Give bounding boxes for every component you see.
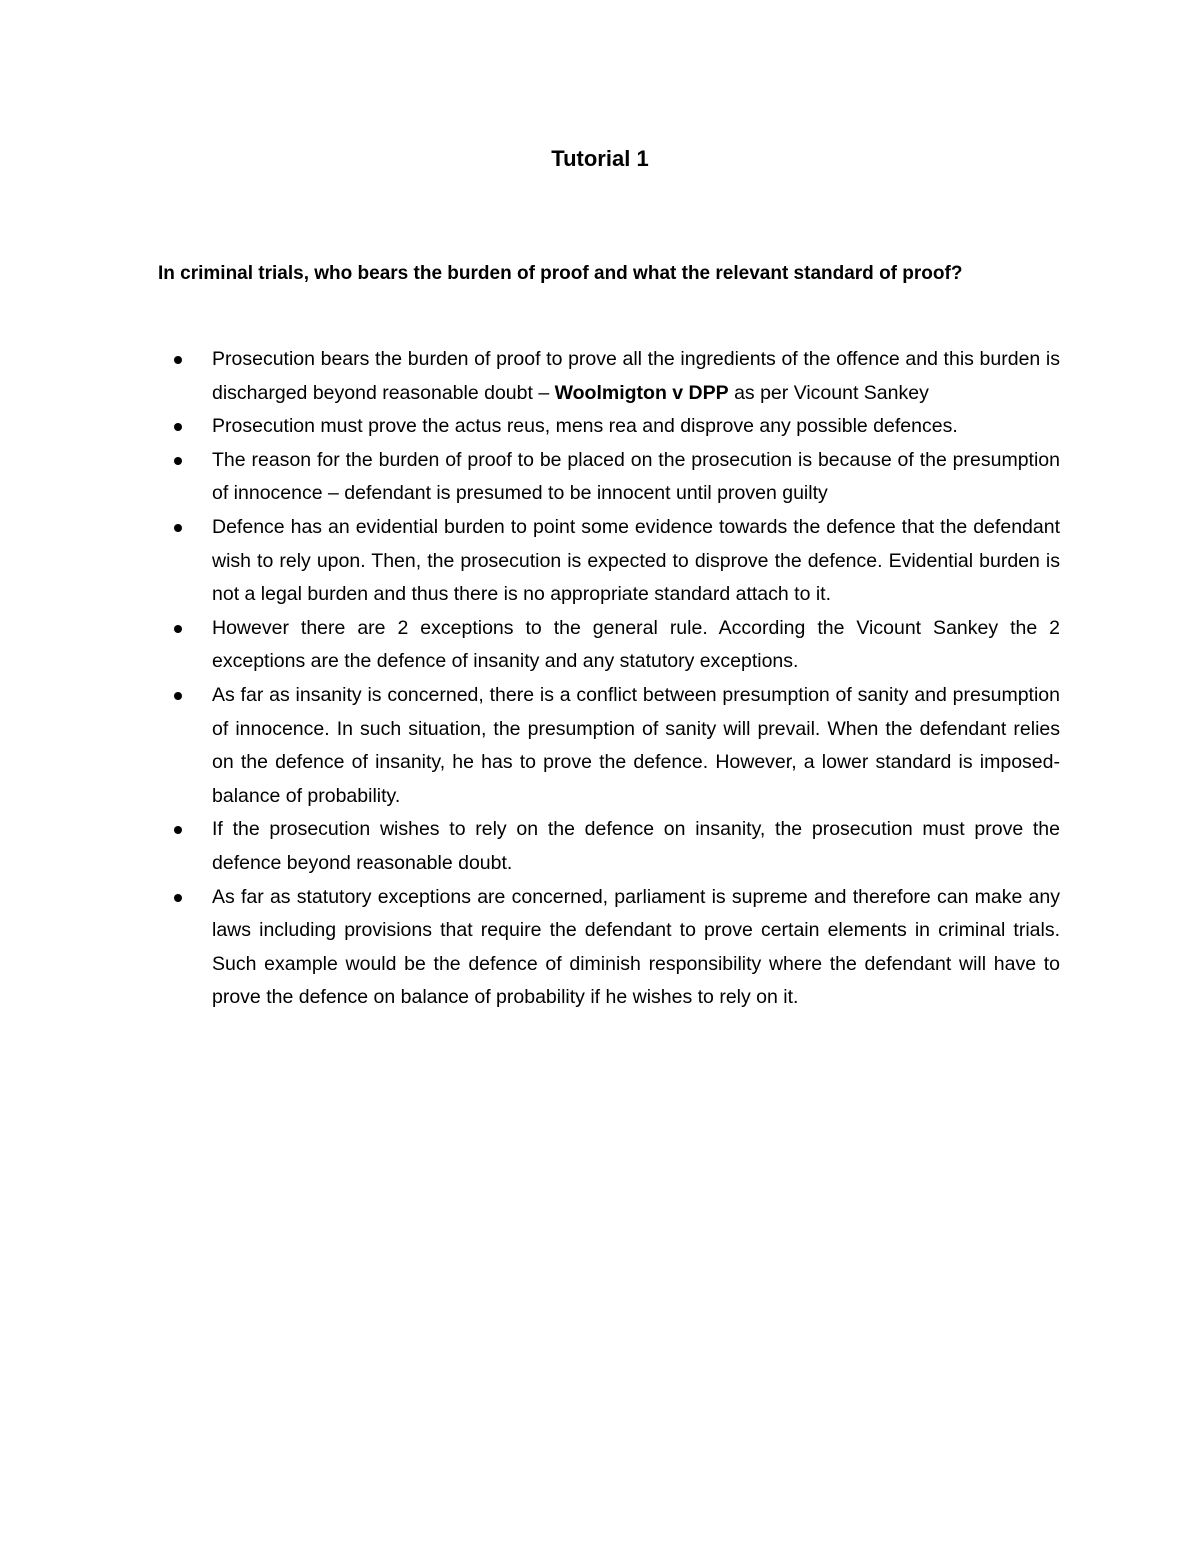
case-citation: Woolmigton v DPP — [554, 381, 729, 404]
question-heading: In criminal trials, who bears the burden of proof and what the relevant standard of proof? — [158, 263, 963, 284]
bullet-icon — [174, 894, 182, 902]
bullet-icon — [174, 356, 182, 364]
list-item — [168, 511, 1060, 612]
bullet-text-before: Prosecution bears the burden of proof to prove all the ingredients of the offence and this burden is discharged beyond reasonable doubt – — [212, 348, 1060, 404]
list-item — [168, 679, 1060, 813]
bullet-icon — [174, 692, 182, 700]
list-item — [168, 343, 1060, 410]
bullet-icon — [174, 826, 182, 834]
bullet-icon — [174, 625, 182, 633]
bullet-text: As far as statutory exceptions are concerned, parliament is supreme and therefore can make any laws including provisions that require the defendant to prove certain elements in criminal trials. Such example would be the defence of diminish responsibility where the defendant will have to prove the defence on balance of probability if he wishes to rely on it. — [212, 885, 1060, 1009]
answer-bullet-list — [168, 343, 1060, 1015]
bullet-text: If the prosecution wishes to rely on the defence on insanity, the prosecution must prove the defence beyond reasonable doubt. — [212, 818, 1060, 874]
list-item — [168, 612, 1060, 679]
bullet-icon — [174, 423, 182, 431]
bullet-text: As far as insanity is concerned, there is a conflict between presumption of sanity and presumption of innocence. In such situation, the presumption of sanity will prevail. When the defendant relies on the defence of insanity, he has to prove the defence. However, a lower standard is imposed- balance of probability. — [212, 683, 1060, 807]
list-item — [168, 881, 1060, 1015]
bullet-text: The reason for the burden of proof to be placed on the prosecution is because of the presumption of innocence – defendant is presumed to be innocent until proven guilty — [212, 448, 1060, 505]
document-title: Tutorial 1 — [551, 146, 649, 171]
bullet-text: However there are 2 exceptions to the general rule. According the Vicount Sankey the 2 exceptions are the defence of insanity and any statutory exceptions. — [212, 616, 1060, 673]
bullet-icon — [174, 457, 182, 465]
bullet-text: Defence has an evidential burden to point some evidence towards the defence that the defendant wish to rely upon. Then, the prosecution is expected to disprove the defence. Evidential burden is not a legal burden and thus there is no appropriate standard attach to it. — [212, 515, 1060, 606]
bullet-icon — [174, 524, 182, 532]
bullet-text-after: as per Vicount Sankey — [728, 381, 929, 404]
list-item — [168, 410, 1060, 444]
list-item — [168, 813, 1060, 880]
list-item — [168, 444, 1060, 511]
bullet-text: Prosecution must prove the actus reus, mens rea and disprove any possible defences. — [212, 415, 958, 438]
